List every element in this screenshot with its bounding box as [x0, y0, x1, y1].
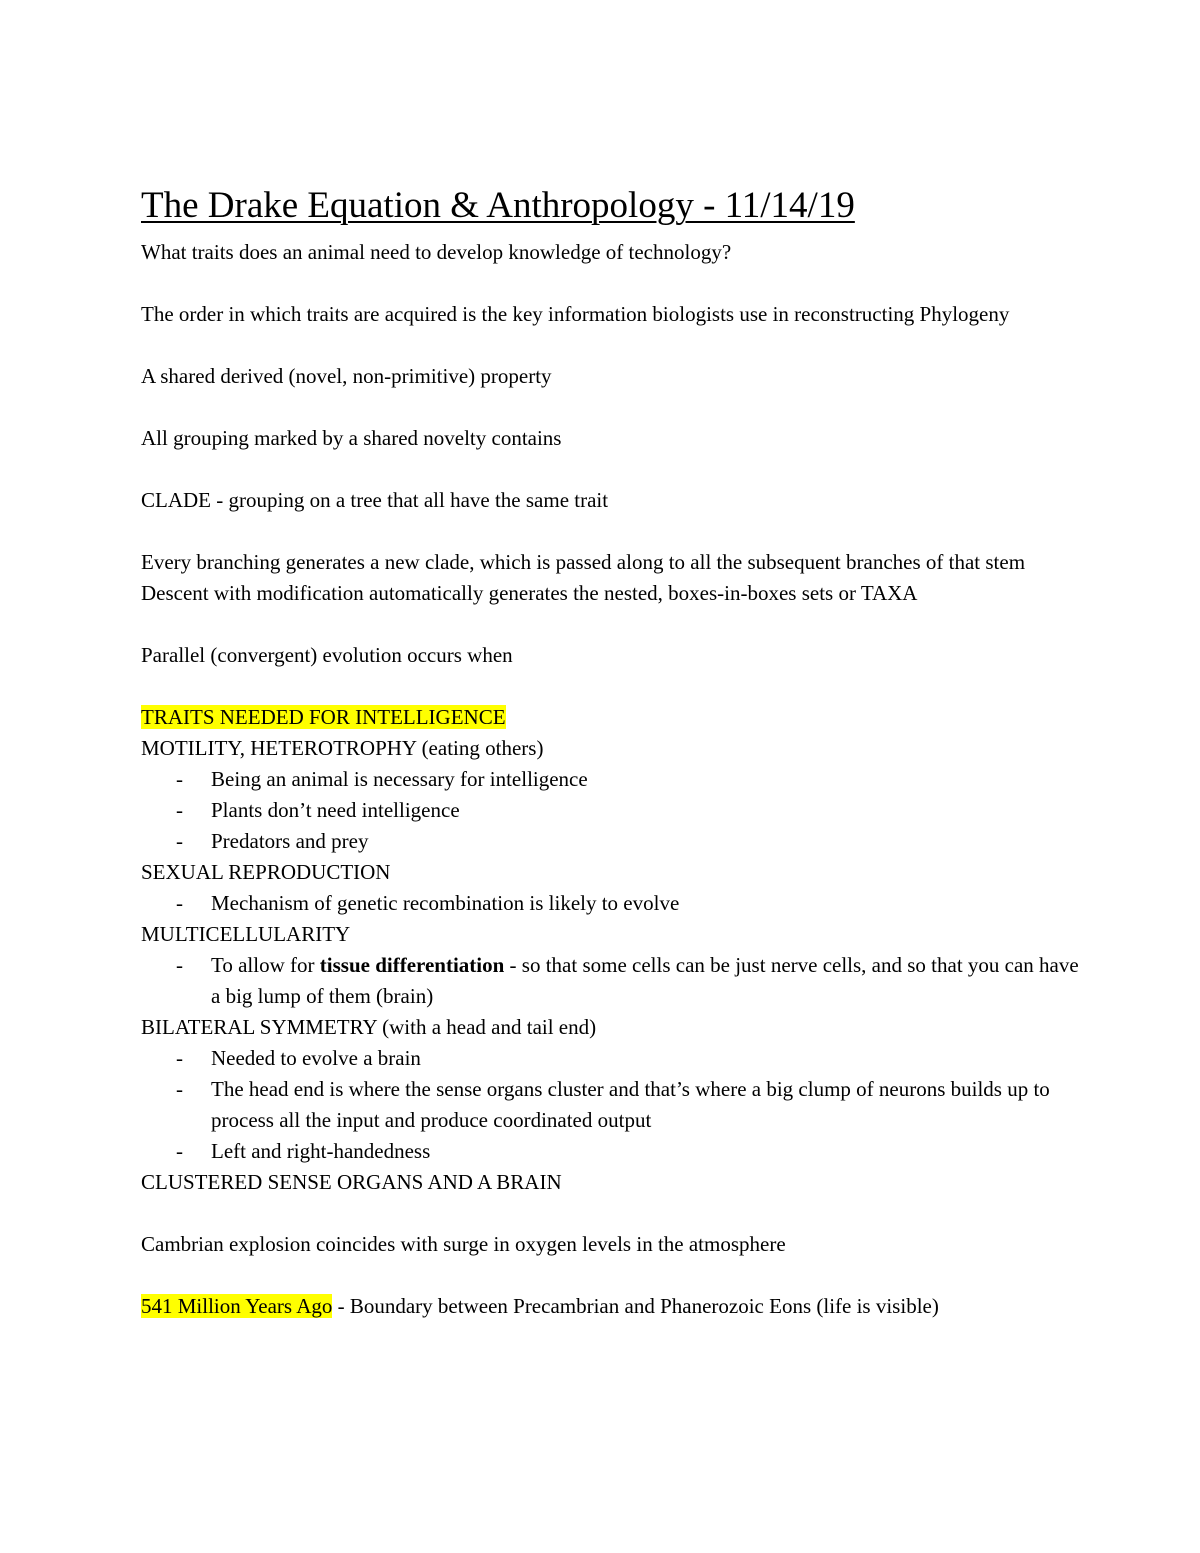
multi-item-pre: To allow for: [211, 953, 320, 977]
sexual-heading: SEXUAL REPRODUCTION: [141, 860, 391, 884]
sexual-list: [141, 888, 1081, 919]
list-item: - Being an animal is necessary for intelligence: [141, 764, 1081, 795]
paragraph-grouping: All grouping marked by a shared novelty contains: [141, 426, 562, 450]
mya-highlight: 541 Million Years Ago: [141, 1294, 333, 1318]
motility-heading: MOTILITY, HETEROTROPHY (eating others): [141, 736, 544, 760]
paragraph-cambrian: Cambrian explosion coincides with surge in oxygen levels in the atmosphere: [141, 1232, 786, 1256]
paragraph-question: What traits does an animal need to develop knowledge of technology?: [141, 240, 732, 264]
list-item: - Needed to evolve a brain: [141, 1043, 1081, 1074]
multicellularity-heading: MULTICELLULARITY: [141, 922, 351, 946]
traits-heading: [141, 702, 1081, 733]
list-item: [141, 950, 1081, 1012]
traits-heading-highlight: TRAITS NEEDED FOR INTELLIGENCE: [141, 705, 506, 729]
bilateral-heading: BILATERAL SYMMETRY (with a head and tail end): [141, 1015, 597, 1039]
page-title: The Drake Equation & Anthropology - 11/14/19: [141, 185, 855, 226]
motility-list: [141, 764, 1081, 857]
list-item: - Plants don’t need intelligence: [141, 795, 1081, 826]
paragraph-branching: Every branching generates a new clade, which is passed along to all the subsequent branches of that stem: [141, 550, 1026, 574]
mya-rest: - Boundary between Precambrian and Phanerozoic Eons (life is visible): [332, 1294, 939, 1318]
paragraph-clade: CLADE - grouping on a tree that all have the same trait: [141, 488, 609, 512]
paragraph-descent: Descent with modification automatically generates the nested, boxes-in-boxes sets or TAXA: [141, 581, 918, 605]
paragraph-parallel: Parallel (convergent) evolution occurs when: [141, 643, 513, 667]
paragraph-mya: [141, 1291, 1081, 1322]
list-item: - Predators and prey: [141, 826, 1081, 857]
document-body: [141, 183, 1081, 1322]
list-item: - Left and right-handedness: [141, 1136, 1081, 1167]
list-item: - Mechanism of genetic recombination is likely to evolve: [141, 888, 1081, 919]
clustered-heading: CLUSTERED SENSE ORGANS AND A BRAIN: [141, 1170, 562, 1194]
paragraph-shared-derived: A shared derived (novel, non-primitive) property: [141, 364, 552, 388]
paragraph-order: The order in which traits are acquired is the key information biologists use in reconstructing Phylogeny: [141, 302, 1010, 326]
multi-item-bold: tissue differentiation: [319, 953, 505, 977]
multicellularity-list: [141, 950, 1081, 1012]
multi-item-post: - so that some cells can be just nerve cells, and so that you can have a big lump of them (brain): [211, 953, 1079, 1008]
bilateral-list: [141, 1043, 1081, 1167]
list-item: - The head end is where the sense organs cluster and that’s where a big clump of neurons builds up to process all the input and produce coordinated output: [141, 1074, 1081, 1136]
